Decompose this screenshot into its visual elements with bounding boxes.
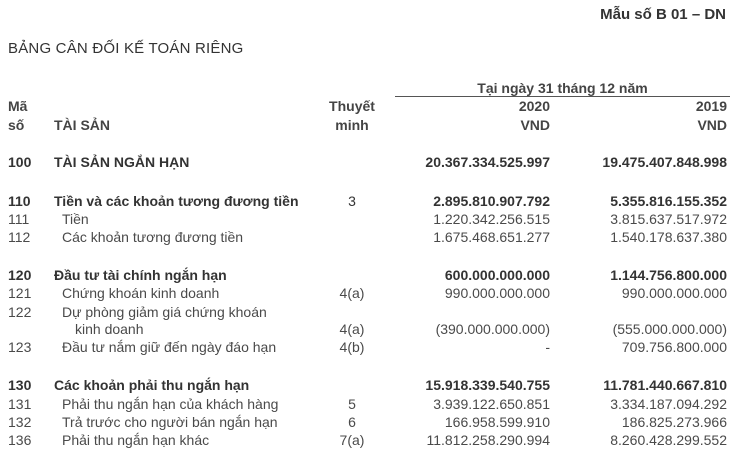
row-value-2019: 1.540.178.637.380 bbox=[610, 229, 727, 245]
table-row bbox=[0, 396, 744, 413]
row-value-2020: 20.367.334.525.997 bbox=[425, 154, 550, 170]
column-header-2019: 2019 VND bbox=[695, 98, 727, 133]
row-label: Phải thu ngắn hạn khác bbox=[62, 432, 210, 448]
row-note: 4(b) bbox=[339, 339, 365, 355]
row-value-2020: (390.000.000.000) bbox=[435, 321, 550, 337]
row-code: 112 bbox=[8, 229, 31, 245]
row-note: 4(a) bbox=[339, 321, 365, 337]
row-code: 131 bbox=[8, 396, 32, 412]
row-value-2019: 11.781.440.667.810 bbox=[603, 377, 727, 393]
row-value-2020: 166.958.599.910 bbox=[444, 414, 550, 430]
table-row bbox=[0, 432, 744, 449]
row-code: 122 bbox=[8, 304, 32, 320]
row-label: Các khoản tương đương tiền bbox=[62, 229, 244, 245]
row-value-2020: 1.675.468.651.277 bbox=[433, 229, 550, 245]
row-label: Tiền bbox=[62, 211, 89, 227]
row-value-2019: 8.260.428.299.552 bbox=[610, 432, 727, 448]
row-label: TÀI SẢN NGẮN HẠN bbox=[54, 154, 190, 170]
row-code: 123 bbox=[8, 339, 32, 355]
row-code: 110 bbox=[8, 193, 31, 209]
row-code: 100 bbox=[8, 154, 32, 170]
row-value-2019: 3.815.637.517.972 bbox=[610, 211, 727, 227]
table-row bbox=[0, 304, 744, 321]
row-label: Các khoản phải thu ngắn hạn bbox=[54, 377, 250, 393]
row-label: Dự phòng giảm giá chứng khoán bbox=[62, 304, 267, 320]
table-row bbox=[0, 321, 744, 338]
table-row bbox=[0, 285, 744, 302]
form-code: Mẫu số B 01 – DN bbox=[600, 6, 726, 23]
row-code: 132 bbox=[8, 414, 32, 430]
table-row bbox=[0, 193, 744, 210]
row-note: 4(a) bbox=[339, 285, 365, 301]
table-row bbox=[0, 229, 744, 246]
row-value-2019: 186.825.273.966 bbox=[621, 414, 727, 430]
row-note: 5 bbox=[348, 396, 356, 412]
row-value-2020: 1.220.342.256.515 bbox=[433, 211, 550, 227]
table-row bbox=[0, 211, 744, 228]
date-header: Tại ngày 31 tháng 12 năm bbox=[477, 80, 648, 96]
row-code: 111 bbox=[8, 211, 30, 227]
row-note: 7(a) bbox=[339, 432, 365, 448]
row-value-2019: 3.334.187.094.292 bbox=[610, 396, 727, 412]
row-value-2020: - bbox=[545, 339, 550, 355]
row-value-2019: (555.000.000.000) bbox=[612, 321, 727, 337]
page-title: BẢNG CÂN ĐỐI KẾ TOÁN RIÊNG bbox=[8, 40, 244, 57]
row-value-2020: 11.812.258.290.994 bbox=[426, 432, 550, 448]
column-header-note: Thuyết minh bbox=[329, 98, 375, 133]
row-label: Trả trước cho người bán ngắn hạn bbox=[62, 414, 278, 430]
row-code: 136 bbox=[8, 432, 32, 448]
row-value-2020: 15.918.339.540.755 bbox=[425, 377, 550, 393]
row-code: 130 bbox=[8, 377, 32, 393]
column-header-2020: 2020 VND bbox=[518, 98, 550, 133]
row-value-2019: 1.144.756.800.000 bbox=[610, 267, 727, 283]
row-label: Tiền và các khoản tương đương tiền bbox=[54, 193, 299, 209]
column-header-code: Mã số bbox=[8, 98, 28, 133]
row-value-2019: 5.355.816.155.352 bbox=[610, 193, 727, 209]
row-value-2020: 990.000.000.000 bbox=[444, 285, 550, 301]
row-label: Phải thu ngắn hạn của khách hàng bbox=[62, 396, 279, 412]
row-label: kinh doanh bbox=[75, 321, 144, 337]
row-value-2020: 600.000.000.000 bbox=[444, 267, 550, 283]
table-row bbox=[0, 154, 744, 171]
table-row bbox=[0, 339, 744, 356]
column-header-asset: TÀI SẢN bbox=[54, 117, 110, 133]
table-row bbox=[0, 377, 744, 394]
row-label: Chứng khoán kinh doanh bbox=[62, 285, 220, 301]
row-note: 3 bbox=[348, 193, 356, 209]
row-value-2019: 19.475.407.848.998 bbox=[602, 154, 727, 170]
row-value-2019: 990.000.000.000 bbox=[621, 285, 727, 301]
row-label: Đầu tư nắm giữ đến ngày đáo hạn bbox=[62, 339, 277, 355]
table-row bbox=[0, 267, 744, 284]
table-row bbox=[0, 414, 744, 431]
row-note: 6 bbox=[348, 414, 356, 430]
row-value-2020: 2.895.810.907.792 bbox=[433, 193, 550, 209]
row-value-2019: 709.756.800.000 bbox=[621, 339, 727, 355]
row-label: Đầu tư tài chính ngắn hạn bbox=[54, 267, 227, 283]
row-code: 121 bbox=[8, 285, 32, 301]
row-value-2020: 3.939.122.650.851 bbox=[433, 396, 550, 412]
row-code: 120 bbox=[8, 267, 32, 283]
